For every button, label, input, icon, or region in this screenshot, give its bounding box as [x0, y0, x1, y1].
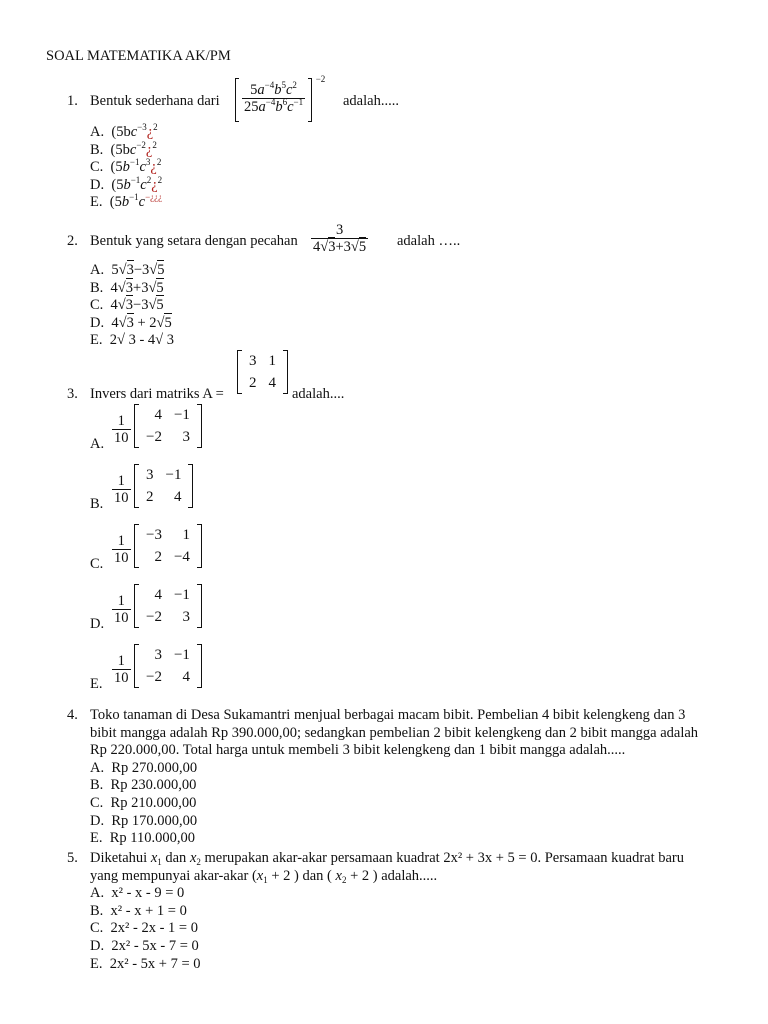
question-text: Bentuk yang setara dengan pecahan — [90, 233, 298, 249]
question-4 — [67, 707, 698, 848]
matrix-a: 3 1 2 4 — [237, 350, 288, 394]
options-q2 — [90, 262, 174, 350]
option-e[interactable]: E. 2x² - 5x + 7 = 0 — [90, 955, 201, 972]
fraction-numerator: 3 — [311, 222, 368, 239]
option-e[interactable]: E. ($5b^{-1}c^{-¿¿¿}$ — [90, 192, 163, 211]
question-number: 3. — [67, 386, 78, 402]
fraction-expression — [235, 73, 326, 122]
question-number: 1. — [67, 93, 78, 109]
option-e[interactable]: E. Rp 110.000,00 — [90, 830, 195, 847]
option-b[interactable]: B. Rp 230.000,00 — [90, 777, 197, 794]
option-d[interactable]: D. 4√3 + 2√5 — [90, 314, 172, 331]
question-line: Toko tanaman di Desa Sukamantri menjual berbagai macam bibit. Pembelian 4 bibit kelengkeng dan 3 — [90, 707, 686, 723]
question-suffix: adalah.... — [292, 386, 345, 402]
option-e[interactable]: E. 2√ 3 - 4√ 3 — [90, 332, 174, 349]
question-line: Rp 220.000,00. Total harga untuk membeli 3 bibit kelengkeng dan 1 bibit mangga adalah..... — [90, 742, 626, 759]
question-number: 2. — [67, 233, 78, 249]
option-d[interactable]: D. ($5b^{-1}c^2¿^2$ — [90, 174, 163, 193]
option-a[interactable]: A. x² - x - 9 = 0 — [90, 885, 185, 902]
question-line: yang mempunyai akar-akar ($x_1 + 2$ ) dan ( $x_2 + 2$ ) adalah..... — [90, 867, 438, 885]
option-c[interactable]: C. 4√3−3√5 — [90, 297, 164, 314]
question-text: Bentuk sederhana dari — [90, 93, 220, 109]
option-b[interactable]: B. ($5bc^{-2}¿^2$ — [90, 139, 157, 158]
option-a[interactable]: A. Rp 270.000,00 — [90, 759, 198, 776]
question-5 — [67, 850, 684, 973]
question-suffix: adalah ….. — [397, 233, 461, 249]
option-a[interactable]: A. ($5bc^{-3}¿^2$ — [90, 122, 158, 140]
question-number: 4. — [67, 707, 78, 723]
outer-exponent: −2 — [315, 73, 326, 84]
option-b[interactable]: B. 4√3+3√5 — [90, 279, 164, 296]
option-c[interactable]: C. 2x² - 2x - 1 = 0 — [90, 920, 198, 937]
fraction-expression — [311, 222, 368, 255]
option-d[interactable]: D. 2x² - 5x - 7 = 0 — [90, 937, 199, 954]
question-suffix: adalah..... — [343, 93, 399, 109]
option-c[interactable]: C. ($5b^{-1}c^3¿^2$ — [90, 157, 162, 176]
fraction-denominator: 4√3+3√5 — [313, 239, 367, 255]
option-c[interactable]: C. Rp 210.000,00 — [90, 794, 197, 811]
fraction-numerator: $5a^{-4}b^5c^2$ — [242, 82, 305, 99]
question-line: Diketahui $x_1$ dan $x_2$ merupakan akar-akar persamaan kuadrat 2x² + 3x + 5 = 0. Persamaan kuadrat baru — [90, 850, 685, 867]
question-number: 5. — [67, 850, 78, 866]
question-line: bibit mangga adalah Rp 390.000,00; sedangkan pembelian 2 bibit kelengkeng dan 2 bibit mangga adalah — [90, 724, 699, 741]
options-q1 — [90, 124, 162, 212]
option-a[interactable]: A. 5√3−3√5 — [90, 262, 165, 278]
question-text: Invers dari matriks A = — [90, 386, 224, 402]
option-d[interactable]: D. Rp 170.000,00 — [90, 812, 198, 829]
fraction-denominator: $25a^{-4}b^6c^{-1}$ — [244, 97, 304, 115]
option-b[interactable]: B. x² - x + 1 = 0 — [90, 902, 187, 919]
document-title: SOAL MATEMATIKA AK/PM — [46, 48, 231, 64]
